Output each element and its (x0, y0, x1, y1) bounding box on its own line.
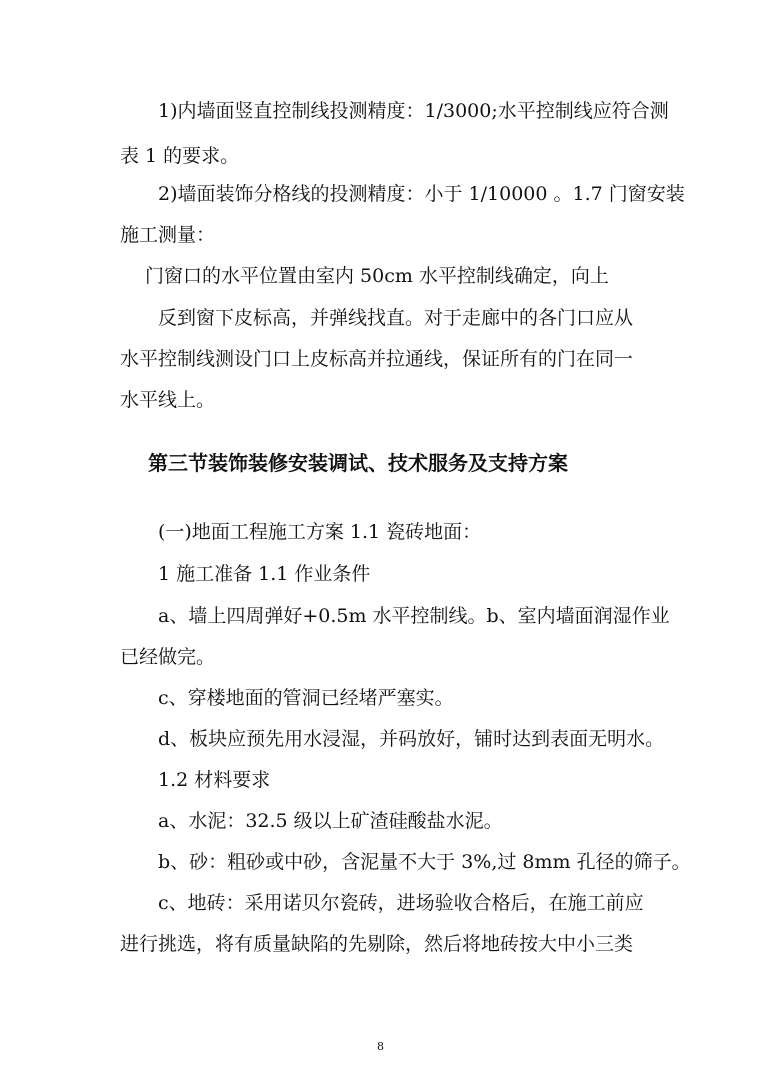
text-line: 1 施工准备 1.1 作业条件 (158, 563, 371, 585)
text-line: 2)墙面装饰分格线的投测精度：小于 1/10000 。1.7 门窗安装 (158, 183, 685, 205)
text-line: a、墙上四周弹好+0.5m 水平控制线。b、室内墙面润湿作业 (158, 605, 670, 627)
text-line: 表 1 的要求。 (120, 145, 240, 167)
text-line: 1)内墙面竖直控制线投测精度：1/3000;水平控制线应符合测 (158, 100, 669, 122)
text-line: (一)地面工程施工方案 1.1 瓷砖地面： (158, 521, 482, 543)
text-line: 水平线上。 (120, 389, 216, 411)
text-line: 进行挑选，将有质量缺陷的先剔除，然后将地砖按大中小三类 (120, 933, 634, 955)
text-line: 已经做完。 (120, 646, 216, 668)
text-line: a、水泥：32.5 级以上矿渣硅酸盐水泥。 (158, 810, 503, 832)
text-line: 反到窗下皮标高，并弹线找直。对于走廊中的各门口应从 (158, 307, 634, 329)
text-line: 门窗口的水平位置由室内 50cm 水平控制线确定，向上 (145, 265, 609, 287)
text-line: c、地砖：采用诺贝尔瓷砖，进场验收合格后，在施工前应 (158, 892, 644, 914)
text-line: 施工测量： (120, 224, 216, 246)
text-line: d、板块应预先用水浸湿，并码放好，铺时达到表面无明水。 (158, 728, 665, 750)
text-line: c、穿楼地面的管洞已经堵严塞实。 (158, 687, 454, 709)
text-line: b、砂：粗砂或中砂，含泥量不大于 3%,过 8mm 孔径的筛子。 (158, 851, 691, 873)
section-heading: 第三节装饰装修安装调试、技术服务及支持方案 (148, 451, 568, 475)
text-line: 1.2 材料要求 (158, 769, 271, 791)
text-line: 水平控制线测设门口上皮标高并拉通线，保证所有的门在同一 (120, 348, 634, 370)
page-number: 8 (377, 1040, 384, 1053)
